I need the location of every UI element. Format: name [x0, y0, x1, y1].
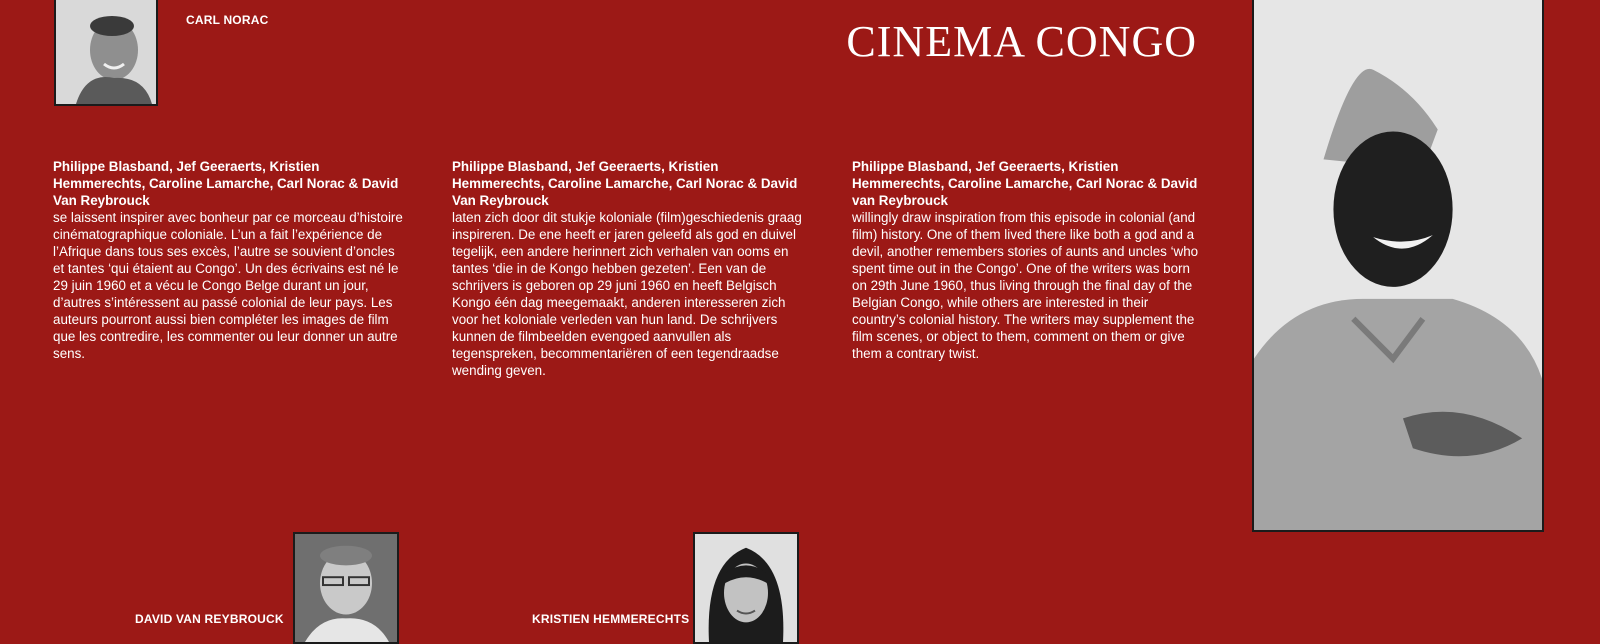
french-body: se laissent inspirer avec bonheur par ce morceau d’histoire cinématographique coloniale. L’un a fait l’expérience de l’Afrique dans tous ses excès, l’autre se souvient d’oncles et tantes ‘qui étaient au Congo’. Un des écrivains est né le 29 juin 1960 et a vécu le Congo Belge durant un jour, d’autres s’intéressent au passé colonial de leur pays. Les auteurs pourront aussi bien compléter les images de film que les contredire, les commenter ou leur donner un autre sens. [53, 210, 403, 361]
english-column [852, 158, 1204, 362]
carl-norac-photo [54, 0, 158, 106]
page-title: CINEMA CONGO [846, 17, 1197, 66]
david-van-reybrouck-caption: DAVID VAN REYBROUCK [135, 612, 284, 626]
soldier-photo [1252, 0, 1544, 532]
french-column [53, 158, 405, 362]
english-body: willingly draw inspiration from this episode in colonial (and film) history. One of them lived there like both a god and a devil, another remembers stories of aunts and uncles ‘who spent time out in the Congo’. One of the writers was born on 29th June 1960, thus living through the final day of the Belgian Congo, while others are interested in their country’s colonial history. The writers may supplement the film scenes, or object to them, comment on them or give them a contrary twist. [852, 210, 1199, 361]
french-authors: Philippe Blasband, Jef Geeraerts, Kristien Hemmerechts, Caroline Lamarche, Carl Norac & David Van Reybrouck [53, 159, 399, 208]
dutch-body: laten zich door dit stukje koloniale (film)geschiedenis graag inspireren. De ene heeft er jaren geleefd als god en duivel tegelijk, een andere herinnert zich verhalen van ooms en tantes ‘die in de Kongo hebben gezeten’. Een van de schrijvers is geboren op 29 juni 1960 en heeft Belgisch Kongo één dag meegemaakt, anderen interesseren zich voor het koloniale verleden van hun land. De schrijvers kunnen de filmbeelden evengoed aanvullen als tegenspreken, becommentariëren of een tegendraadse wending geven. [452, 210, 802, 378]
kristien-hemmerechts-caption: KRISTIEN HEMMERECHTS [532, 612, 690, 626]
david-van-reybrouck-photo [293, 532, 399, 644]
carl-norac-caption: CARL NORAC [186, 13, 269, 27]
kristien-hemmerechts-photo [693, 532, 799, 644]
dutch-authors: Philippe Blasband, Jef Geeraerts, Kristien Hemmerechts, Caroline Lamarche, Carl Norac & David Van Reybrouck [452, 159, 798, 208]
dutch-column [452, 158, 804, 379]
english-authors: Philippe Blasband, Jef Geeraerts, Kristien Hemmerechts, Caroline Lamarche, Carl Norac & David van Reybrouck [852, 159, 1198, 208]
